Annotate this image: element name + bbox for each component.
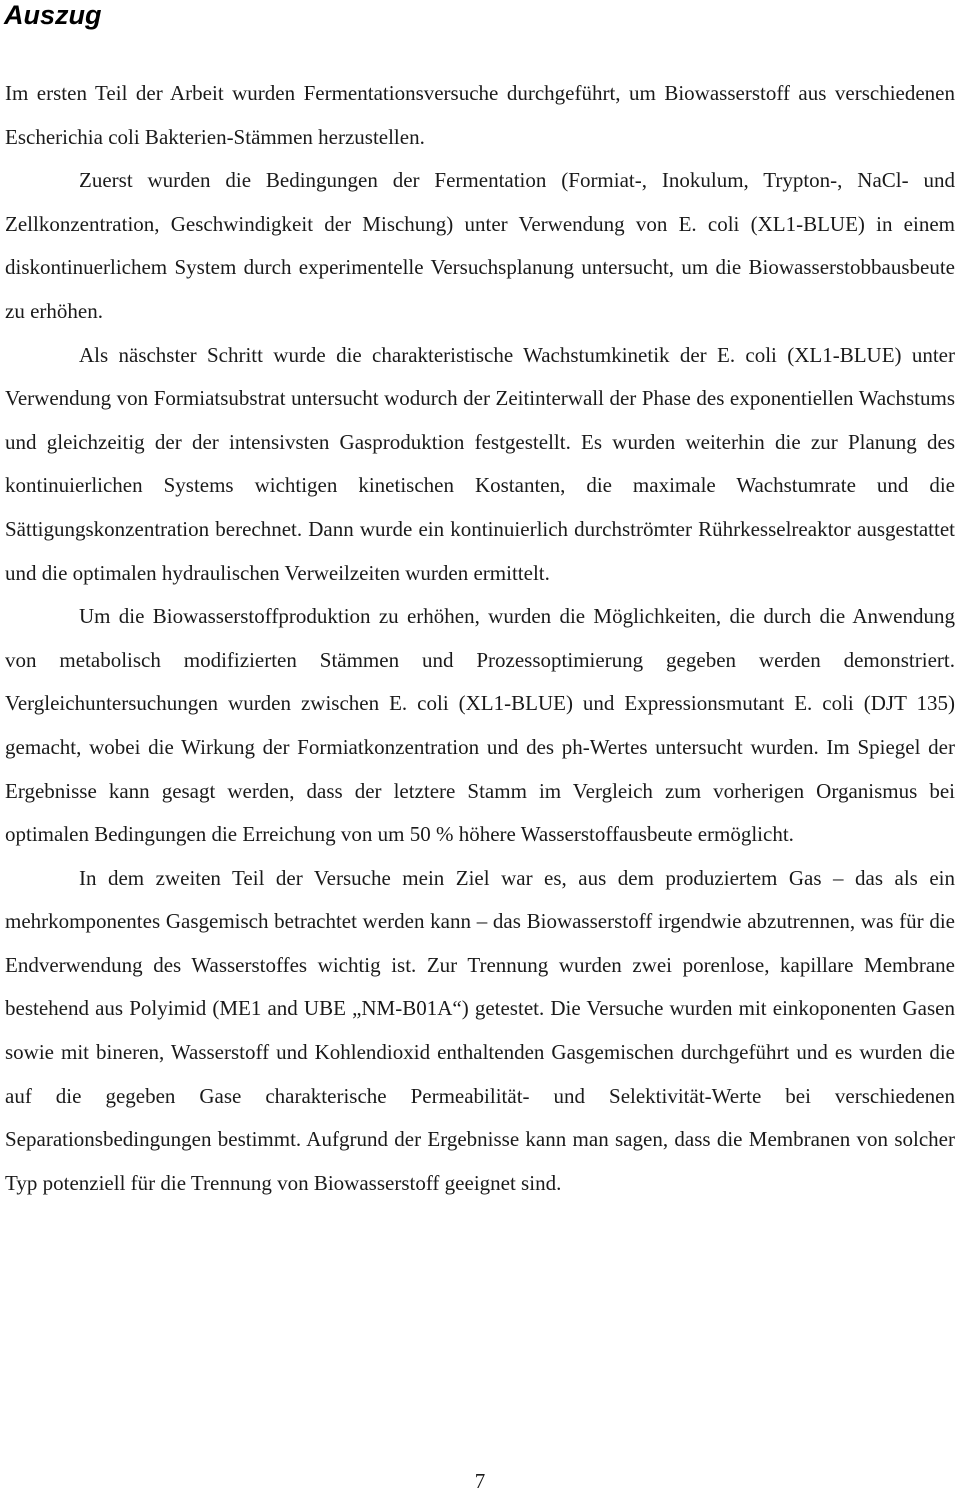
abstract-body (5, 72, 955, 1205)
paragraph-intro: Im ersten Teil der Arbeit wurden Fermentationsversuche durchgeführt, um Biowasserstoff aus verschiedenen Escherichia coli Bakterien-Stämmen herzustellen. (5, 81, 955, 149)
paragraph-membrane-separation: In dem zweiten Teil der Versuche mein Ziel war es, aus dem produziertem Gas – das als ein mehrkomponentes Gasgemisch betrachtet werden kann – das Biowasserstoff irgendwie abzutrennen, was für die Endverwendung des Wasserstoffes wichtig ist. Zur Trennung wurden zwei porenlose, kapillare Membrane bestehend aus Polyimid (ME1 and UBE „NM-B01A“) getestet. Die Versuche wurden mit einkoponenten Gasen sowie mit bineren, Wasserstoff und Kohlendioxid enthaltenden Gasgemischen durchgeführt und es wurden die auf die gegeben Gase charakterische Permeabilität- und Selektivität-Werte bei verschiedenen Separationsbedingungen bestimmt. Aufgrund der Ergebnisse kann man sagen, dass die Membranen von solcher Typ potenziell für die Trennung von Biowasserstoff geeignet sind. (5, 865, 955, 1195)
section-heading: Auszug (4, 0, 102, 30)
paragraph-modified-strains: Um die Biowasserstoffproduktion zu erhöhen, wurden die Möglichkeiten, die durch die Anwendung von metabolisch modifizierten Stämmen und Prozessoptimierung gegeben werden demonstriert. Vergleichuntersuchungen wurden zwischen E. coli (XL1-BLUE) und Expressionsmutant E. coli (DJT 135) gemacht, wobei die Wirkung der Formiatkonzentration und des ph-Wertes untersucht wurden. Im Spiegel der Ergebnisse kann gesagt werden, dass der letztere Stamm im Vergleich zum vorherigen Organismus bei optimalen Bedingungen die Erreichung von um 50 % höhere Wasserstoffausbeute ermöglicht. (5, 604, 955, 847)
paragraph-fermentation-conditions: Zuerst wurden die Bedingungen der Fermentation (Formiat-, Inokulum, Trypton-, NaCl- und Zellkonzentration, Geschwindigkeit der Mischung) unter Verwendung von E. coli (XL1-BLUE) in einem diskontinuerlichem System durch experimentelle Versuchsplanung untersucht, um die Biowasserstobbausbeute zu erhöhen. (5, 168, 955, 323)
paragraph-growth-kinetics: Als näschster Schritt wurde die charakteristische Wachstumkinetik der E. coli (XL1-BLUE) unter Verwendung von Formiatsubstrat untersucht wodurch der Zeitinterwall der Phase des exponentiellen Wachstums und gleichzeitig der der intensivsten Gasproduktion festgestellt. Es wurden weiterhin die zur Planung des kontinuierlichen Systems wichtigen kinetischen Kostanten, die maximale Wachstumrate und die Sättigungskonzentration berechnet. Dann wurde ein kontinuierlich durchströmter Rührkesselreaktor ausgestattet und die optimalen hydraulischen Verweilzeiten wurden ermittelt. (5, 342, 955, 585)
page-number: 7 (474, 1469, 486, 1493)
